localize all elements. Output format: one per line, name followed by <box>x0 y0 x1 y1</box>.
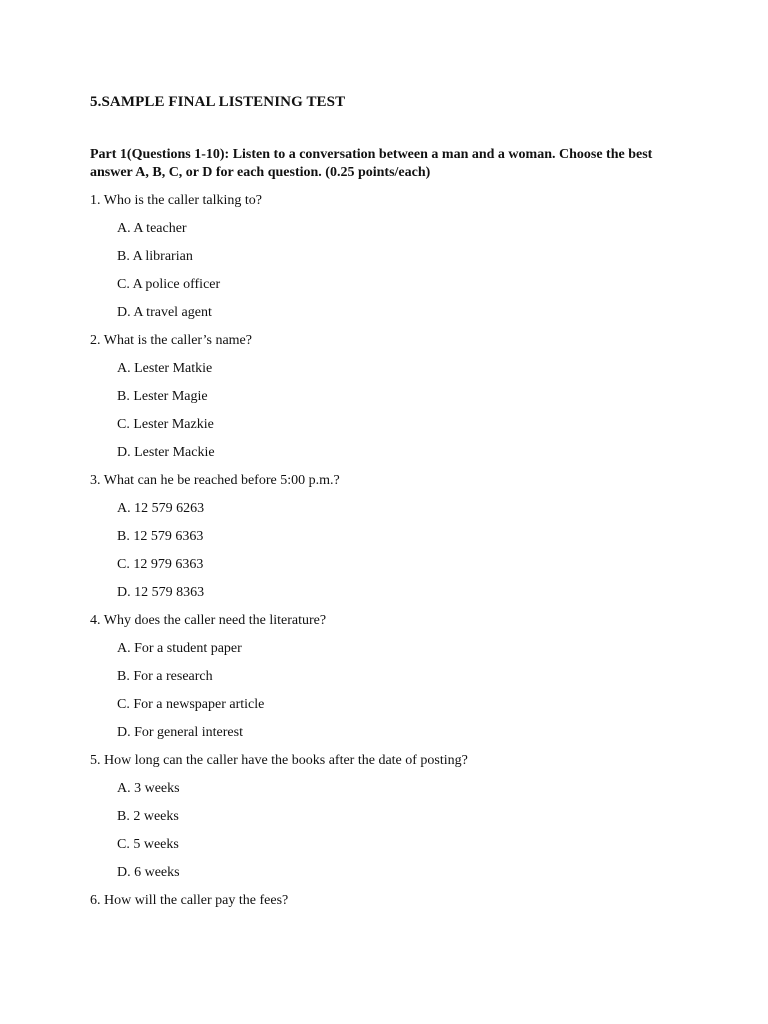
question-2-option-a: A. Lester Matkie <box>117 361 213 376</box>
question-3-option-c: C. 12 979 6363 <box>117 557 204 572</box>
question-4-text: 4. Why does the caller need the literature? <box>90 613 327 628</box>
question-3-option-d: D. 12 579 8363 <box>117 585 205 600</box>
question-1-option-d: D. A travel agent <box>117 305 212 320</box>
question-1-text: 1. Who is the caller talking to? <box>90 193 262 208</box>
question-5-text: 5. How long can the caller have the books after the date of posting? <box>90 753 468 768</box>
question-4-option-d: D. For general interest <box>117 725 243 740</box>
question-3-option-b: B. 12 579 6363 <box>117 529 204 544</box>
part-instruction: Part 1(Questions 1-10): Listen to a conversation between a man and a woman. Choose the best answer A, B, C, or D for each question. (0.25 points/each) <box>90 147 653 180</box>
question-1-option-a: A. A teacher <box>117 221 187 236</box>
question-5-option-d: D. 6 weeks <box>117 865 180 880</box>
question-1-option-c: C. A police officer <box>117 277 221 292</box>
question-2-text: 2. What is the caller’s name? <box>90 333 252 348</box>
question-4-option-b: B. For a research <box>117 669 213 684</box>
question-4-option-a: A. For a student paper <box>117 641 242 656</box>
question-2-option-d: D. Lester Mackie <box>117 445 215 460</box>
question-3-option-a: A. 12 579 6263 <box>117 501 205 516</box>
question-5-option-c: C. 5 weeks <box>117 837 179 852</box>
question-4-option-c: C. For a newspaper article <box>117 697 265 712</box>
document-title: 5.SAMPLE FINAL LISTENING TEST <box>90 94 346 110</box>
question-5-option-a: A. 3 weeks <box>117 781 180 796</box>
question-1-option-b: B. A librarian <box>117 249 193 264</box>
question-6-text: 6. How will the caller pay the fees? <box>90 893 289 908</box>
question-list <box>90 192 690 920</box>
question-2-option-b: B. Lester Magie <box>117 389 208 404</box>
question-5-option-b: B. 2 weeks <box>117 809 179 824</box>
question-2-option-c: C. Lester Mazkie <box>117 417 214 432</box>
question-3-text: 3. What can he be reached before 5:00 p.m.? <box>90 473 340 488</box>
